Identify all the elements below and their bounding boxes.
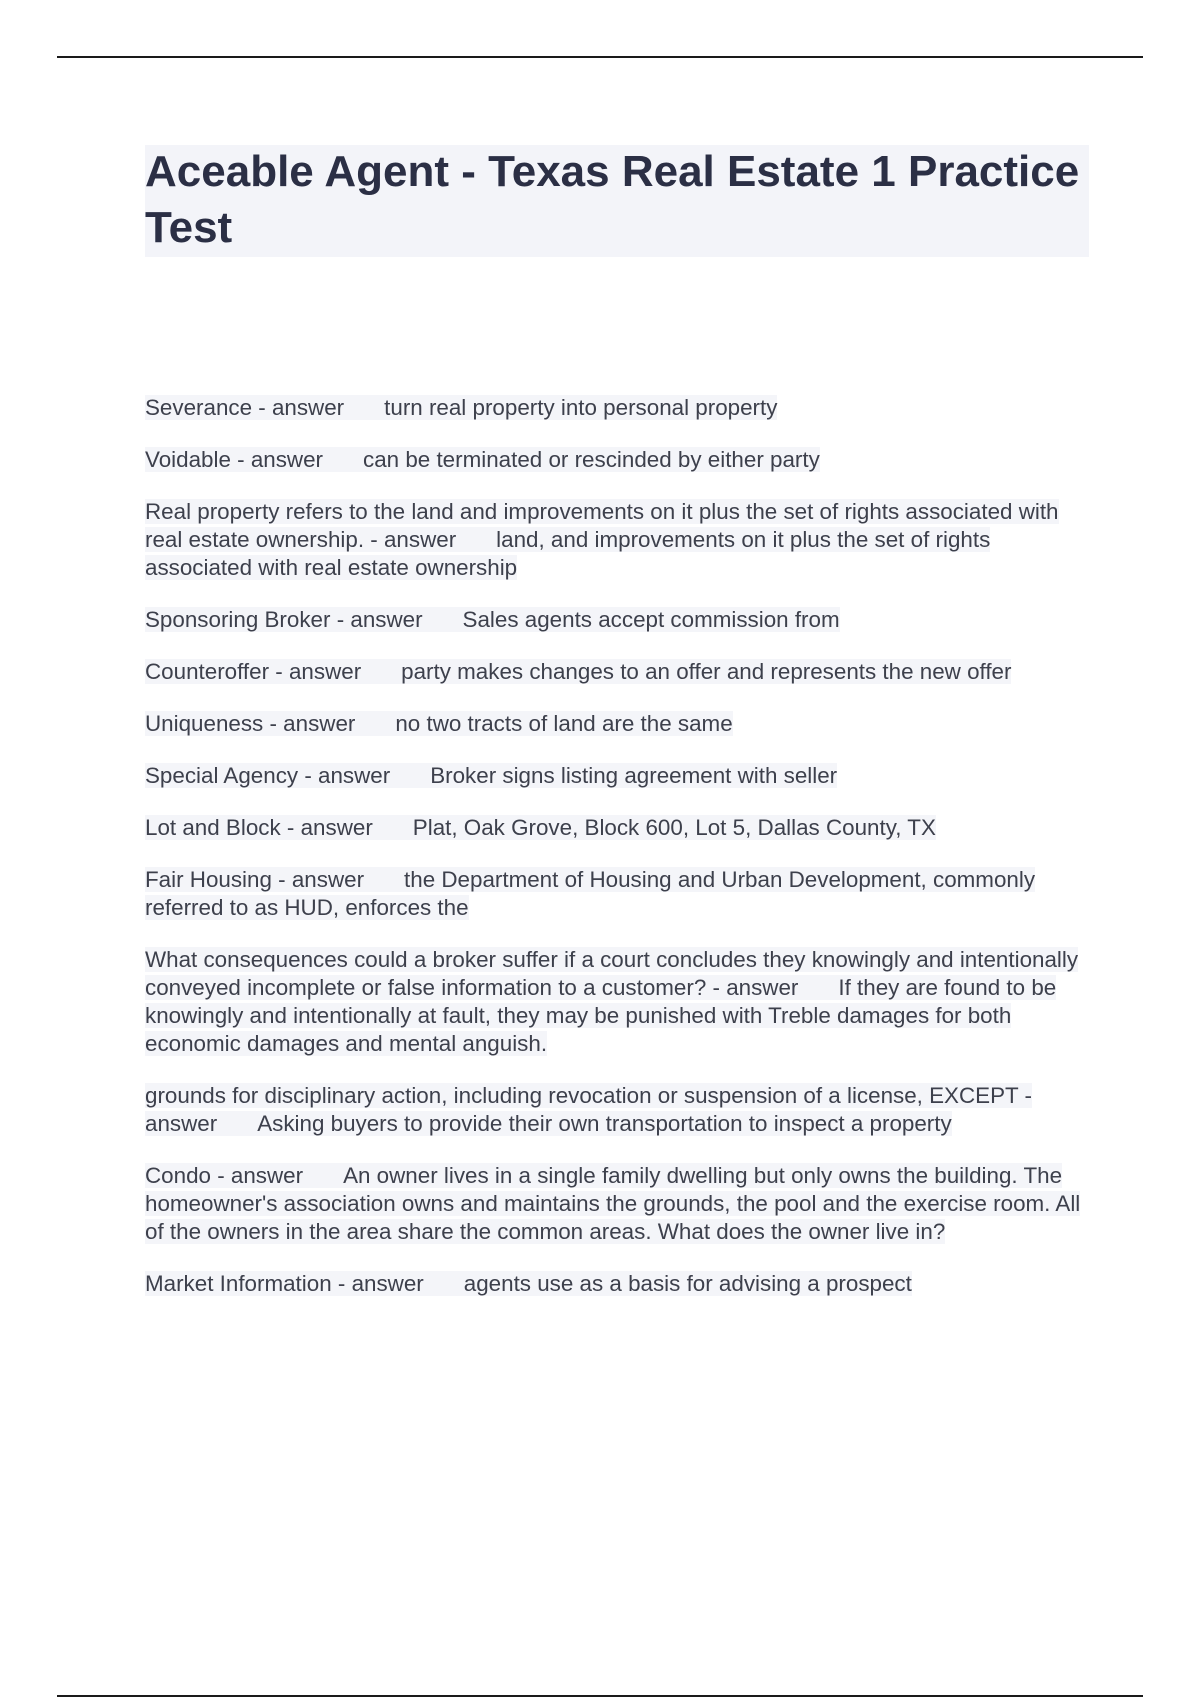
- qa-item: [145, 498, 1095, 582]
- qa-answer: turn real property into personal property: [384, 395, 778, 420]
- qa-item: [145, 658, 1095, 686]
- qa-answer: Sales agents accept commission from: [462, 607, 840, 632]
- qa-answer: the Department of Housing and Urban Development, commonly referred to as HUD, enforces the: [145, 867, 1036, 920]
- qa-term: Sponsoring Broker: [145, 607, 331, 632]
- answer-marker: - answer: [237, 447, 324, 472]
- qa-answer: An owner lives in a single family dwelling but only owns the building. The homeowner's association owns and maintains the grounds, the pool and the exercise room. All of the owners in the area share the common areas. What does the owner live in?: [145, 1163, 1081, 1244]
- qa-item: [145, 866, 1095, 922]
- qa-answer: Broker signs listing agreement with seller: [430, 763, 838, 788]
- qa-term: Uniqueness: [145, 711, 264, 736]
- qa-answer: If they are found to be knowingly and intentionally at fault, they may be punished with Treble damages for both economic damages and mental anguish.: [145, 975, 1057, 1056]
- answer-marker: - answer: [278, 867, 365, 892]
- qa-list: [145, 394, 1095, 1322]
- qa-item: [145, 710, 1095, 738]
- qa-term: Lot and Block: [145, 815, 281, 840]
- qa-item: [145, 762, 1095, 790]
- answer-marker: - answer: [712, 975, 799, 1000]
- answer-marker: - answer: [336, 607, 423, 632]
- qa-item: [145, 814, 1095, 842]
- qa-item: [145, 394, 1095, 422]
- answer-marker: - answer: [269, 711, 356, 736]
- qa-item: [145, 946, 1095, 1058]
- qa-answer: party makes changes to an offer and represents the new offer: [401, 659, 1012, 684]
- answer-marker: - answer: [286, 815, 373, 840]
- answer-marker: - answer: [370, 527, 457, 552]
- qa-answer: no two tracts of land are the same: [395, 711, 733, 736]
- qa-item: [145, 446, 1095, 474]
- qa-item: [145, 1162, 1095, 1246]
- qa-term: Special Agency: [145, 763, 299, 788]
- qa-item: [145, 1082, 1095, 1138]
- qa-term: Severance: [145, 395, 253, 420]
- answer-marker: - answer: [217, 1163, 304, 1188]
- qa-term: Voidable: [145, 447, 231, 472]
- qa-term: Counteroffer: [145, 659, 270, 684]
- bottom-rule: [57, 1695, 1143, 1697]
- qa-answer: agents use as a basis for advising a prospect: [463, 1271, 912, 1296]
- page-title: Aceable Agent - Texas Real Estate 1 Practice Test: [145, 147, 1080, 252]
- qa-answer: Plat, Oak Grove, Block 600, Lot 5, Dallas County, TX: [412, 815, 936, 840]
- top-rule: [57, 56, 1143, 58]
- answer-marker: - answer: [145, 1083, 1032, 1136]
- qa-answer: can be terminated or rescinded by either party: [363, 447, 820, 472]
- qa-item: [145, 1270, 1095, 1298]
- answer-marker: - answer: [258, 395, 345, 420]
- answer-marker: - answer: [337, 1271, 424, 1296]
- qa-term: Fair Housing: [145, 867, 272, 892]
- qa-term: Real property refers to the land and improvements on it plus the set of rights associated with real estate ownership.: [145, 499, 1059, 552]
- answer-marker: - answer: [304, 763, 391, 788]
- qa-answer: Asking buyers to provide their own transportation to inspect a property: [257, 1111, 952, 1136]
- qa-term: grounds for disciplinary action, including revocation or suspension of a license, EXCEPT: [145, 1083, 1019, 1108]
- qa-item: [145, 606, 1095, 634]
- qa-answer: land, and improvements on it plus the set of rights associated with real estate ownership: [145, 527, 991, 580]
- qa-term: Market Information: [145, 1271, 332, 1296]
- qa-term: Condo: [145, 1163, 211, 1188]
- qa-term: What consequences could a broker suffer if a court concludes they knowingly and intentionally conveyed incomplete or false information to a customer?: [145, 947, 1079, 1000]
- answer-marker: - answer: [275, 659, 362, 684]
